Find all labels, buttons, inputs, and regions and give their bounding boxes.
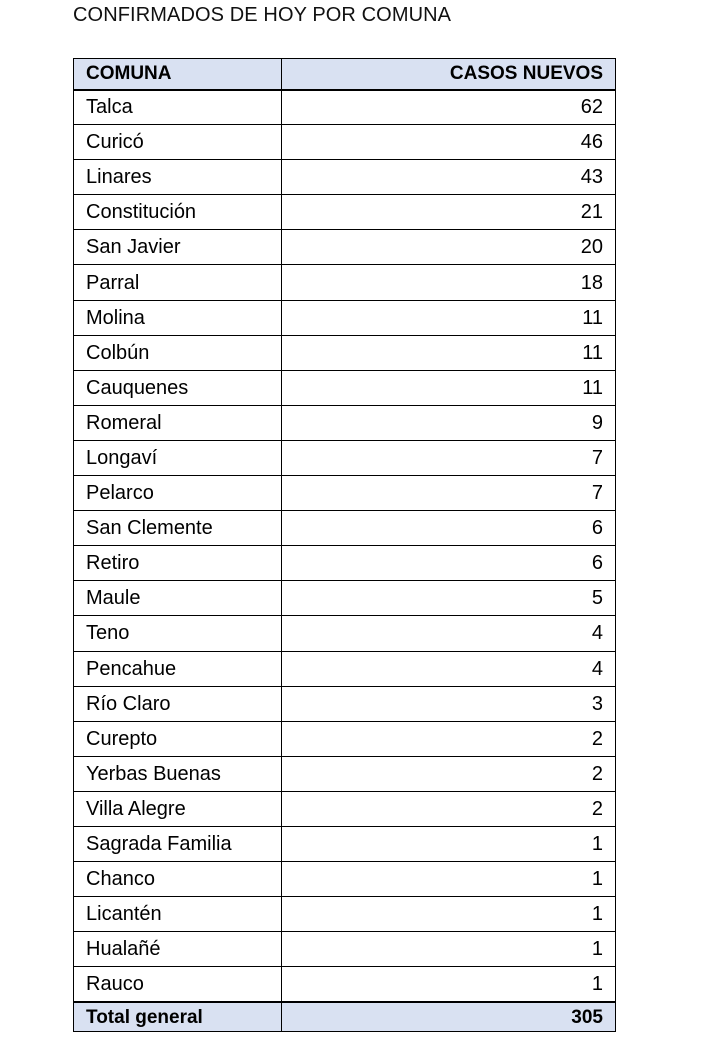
casos-cell: 1 (282, 897, 616, 932)
comuna-cell: Villa Alegre (74, 791, 282, 826)
total-value: 305 (282, 1002, 616, 1032)
table-row (74, 335, 616, 370)
comuna-cell: Linares (74, 160, 282, 195)
comuna-cell: Parral (74, 265, 282, 300)
comuna-cell: Curicó (74, 125, 282, 160)
casos-cell: 7 (282, 440, 616, 475)
table-row (74, 721, 616, 756)
casos-cell: 11 (282, 335, 616, 370)
table-row (74, 160, 616, 195)
comuna-cell: Río Claro (74, 686, 282, 721)
comuna-cell: Pelarco (74, 476, 282, 511)
casos-cell: 46 (282, 125, 616, 160)
comuna-cell: Pencahue (74, 651, 282, 686)
casos-cell: 4 (282, 616, 616, 651)
table-row (74, 862, 616, 897)
table-row (74, 405, 616, 440)
casos-cell: 2 (282, 756, 616, 791)
comuna-cell: San Javier (74, 230, 282, 265)
comuna-cell: Rauco (74, 967, 282, 1002)
casos-cell: 11 (282, 300, 616, 335)
table-row (74, 897, 616, 932)
casos-cell: 6 (282, 546, 616, 581)
casos-cell: 4 (282, 651, 616, 686)
page-title: CONFIRMADOS DE HOY POR COMUNA (73, 4, 452, 26)
table-row (74, 230, 616, 265)
casos-cell: 6 (282, 511, 616, 546)
column-header-comuna: COMUNA (74, 59, 282, 90)
table-row (74, 195, 616, 230)
comuna-cell: Romeral (74, 405, 282, 440)
comuna-cell: Colbún (74, 335, 282, 370)
table-row (74, 932, 616, 967)
casos-cell: 1 (282, 967, 616, 1002)
comuna-cell: Retiro (74, 546, 282, 581)
total-row (74, 1002, 616, 1032)
casos-cell: 62 (282, 90, 616, 125)
table-row (74, 265, 616, 300)
table-row (74, 756, 616, 791)
table-row (74, 300, 616, 335)
table-row (74, 616, 616, 651)
table-row (74, 546, 616, 581)
comuna-cell: Longaví (74, 440, 282, 475)
table-row (74, 440, 616, 475)
casos-cell: 1 (282, 826, 616, 861)
comuna-cell: Talca (74, 90, 282, 125)
comuna-cell: Maule (74, 581, 282, 616)
table-row (74, 370, 616, 405)
table-header-row (74, 59, 616, 90)
table-row (74, 476, 616, 511)
comuna-cell: Hualañé (74, 932, 282, 967)
casos-cell: 20 (282, 230, 616, 265)
casos-cell: 43 (282, 160, 616, 195)
comuna-cell: Constitución (74, 195, 282, 230)
casos-cell: 18 (282, 265, 616, 300)
casos-cell: 21 (282, 195, 616, 230)
casos-cell: 5 (282, 581, 616, 616)
casos-cell: 11 (282, 370, 616, 405)
comuna-cell: Yerbas Buenas (74, 756, 282, 791)
table-row (74, 826, 616, 861)
table-row (74, 90, 616, 125)
comuna-cell: Licantén (74, 897, 282, 932)
table-row (74, 967, 616, 1002)
comuna-cell: Chanco (74, 862, 282, 897)
table-row (74, 125, 616, 160)
column-header-casos-nuevos: CASOS NUEVOS (282, 59, 616, 90)
casos-cell: 2 (282, 791, 616, 826)
casos-cell: 1 (282, 862, 616, 897)
comuna-cell: Teno (74, 616, 282, 651)
comuna-cell: Cauquenes (74, 370, 282, 405)
table-row (74, 581, 616, 616)
table-row (74, 686, 616, 721)
table-row (74, 651, 616, 686)
comuna-cell: Molina (74, 300, 282, 335)
comuna-cell: Curepto (74, 721, 282, 756)
casos-cell: 9 (282, 405, 616, 440)
table-row (74, 791, 616, 826)
total-label: Total general (74, 1002, 282, 1032)
casos-cell: 3 (282, 686, 616, 721)
casos-cell: 1 (282, 932, 616, 967)
table-row (74, 511, 616, 546)
cases-table (73, 58, 616, 1032)
comuna-cell: Sagrada Familia (74, 826, 282, 861)
casos-cell: 7 (282, 476, 616, 511)
casos-cell: 2 (282, 721, 616, 756)
comuna-cell: San Clemente (74, 511, 282, 546)
